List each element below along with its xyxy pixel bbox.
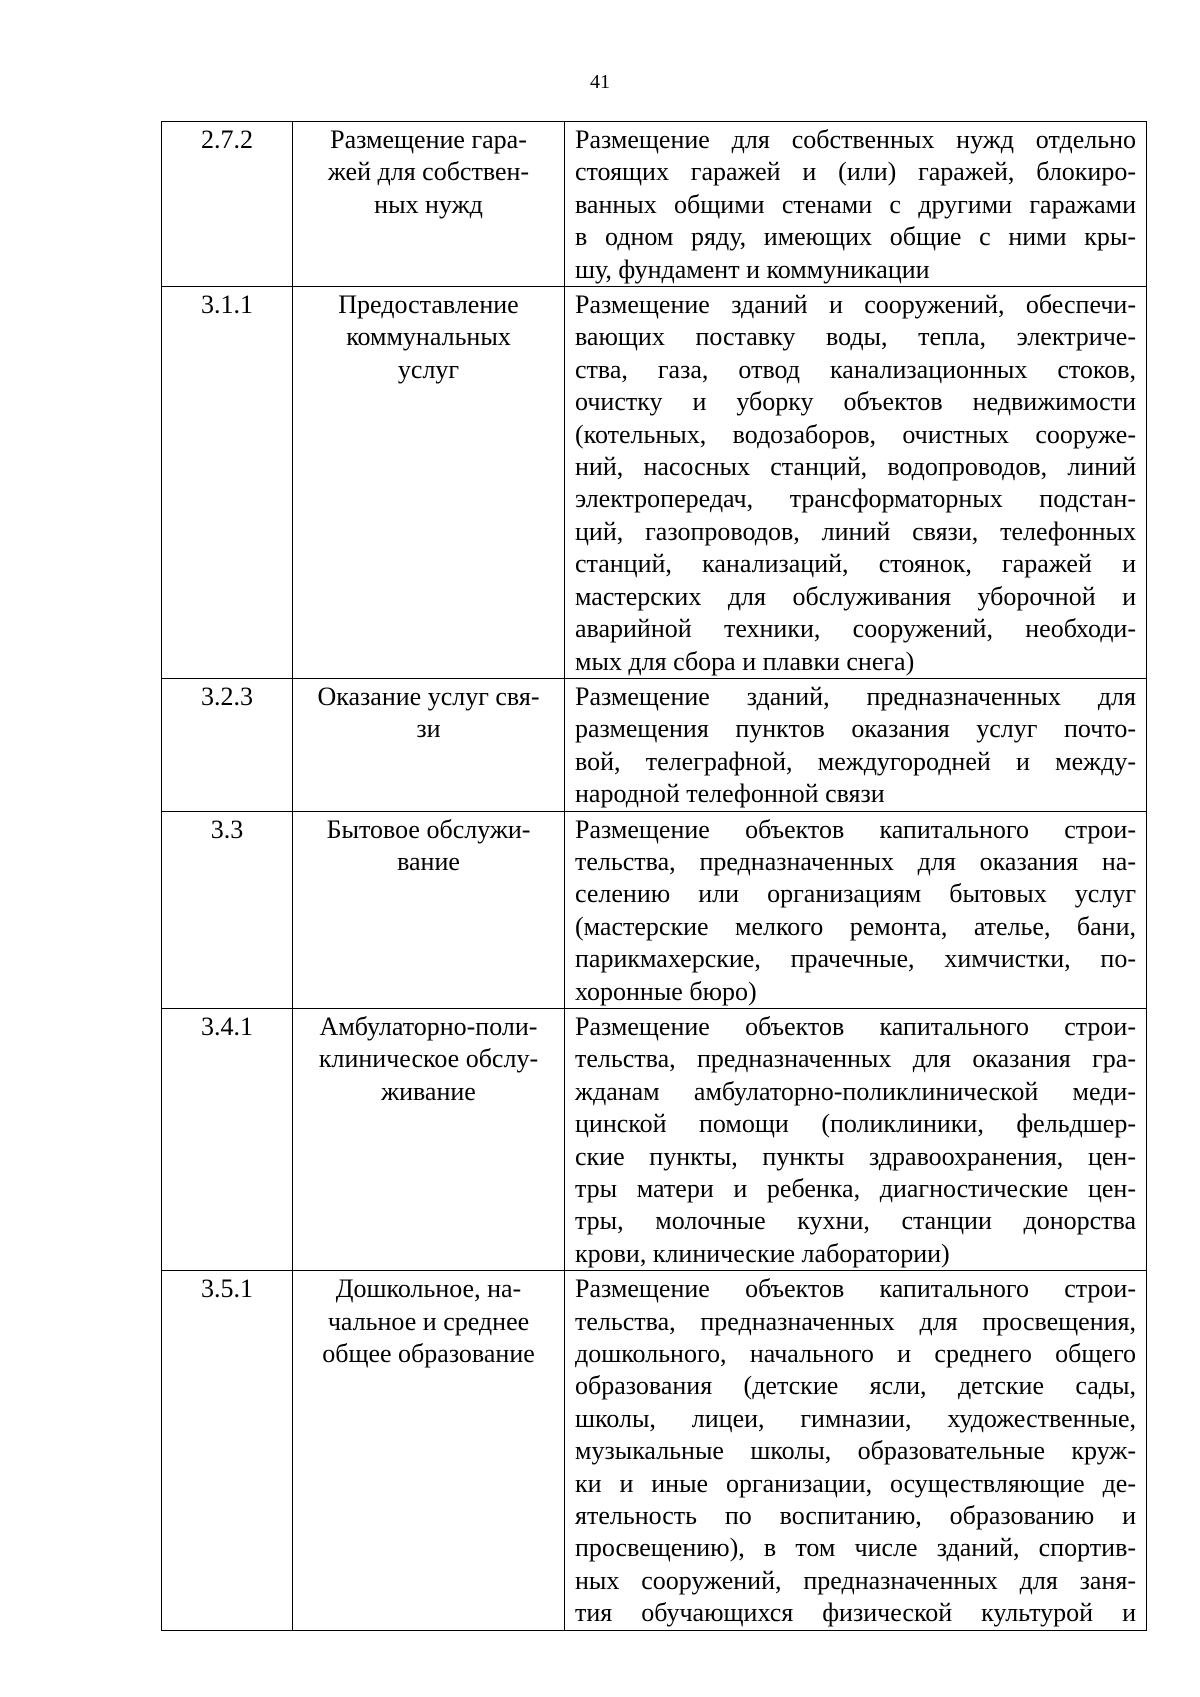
row-use-name	[293, 1008, 565, 1270]
description-line: тры, молочные кухни, станции донорства	[575, 1206, 1136, 1236]
row-code: 3.2.3	[162, 678, 293, 811]
row-code: 3.4.1	[162, 1008, 293, 1270]
row-use-name	[293, 1271, 565, 1630]
use-name-line: Бытовое обслужи-	[326, 814, 531, 844]
description-line: (котельных, водозаборов, очистных сооруже-	[575, 419, 1136, 449]
description-line: (мастерские мелкого ремонта, ателье, бани,	[575, 911, 1136, 941]
row-use-name	[293, 287, 565, 679]
description-line: хоронные бюро)	[575, 976, 757, 1006]
description-line: Размещение зданий и сооружений, обеспечи-	[575, 290, 1136, 320]
row-use-name	[293, 811, 565, 1008]
description-line: Размещение объектов капитального строи-	[575, 1011, 1136, 1041]
description-line: очистку и уборку объектов недвижимости	[575, 387, 1136, 417]
description-line: Размещение зданий, предназначенных для	[575, 681, 1136, 711]
row-code: 3.1.1	[162, 287, 293, 679]
description-line: тельства, предназначенных для оказания гра-	[575, 1044, 1136, 1074]
row-code: 3.3	[162, 811, 293, 1008]
description-line: ванных общими стенами с другими гаражами	[575, 189, 1136, 219]
description-line: Размещение для собственных нужд отдельно	[575, 125, 1136, 154]
table-body	[162, 122, 1147, 1631]
use-name-line: клиническое обслу-	[318, 1044, 539, 1074]
table-row	[162, 287, 1147, 679]
table-row	[162, 1008, 1147, 1270]
description-line: музыкальные школы, образовательные круж-	[575, 1436, 1136, 1466]
land-use-table	[161, 121, 1147, 1631]
row-code: 3.5.1	[162, 1271, 293, 1630]
description-line: шу, фундамент и коммуникации	[575, 254, 930, 284]
description-line: тры матери и ребенка, диагностические цен-	[575, 1174, 1136, 1203]
row-use-name	[293, 122, 565, 287]
description-line: крови, клинические лаборатории)	[575, 1238, 950, 1268]
use-name-line: ных нужд	[374, 189, 483, 219]
use-name-line: Размещение гара-	[330, 125, 527, 154]
use-name-line: вание	[397, 846, 460, 876]
use-name-line: живание	[381, 1076, 476, 1106]
description-line: ки и иные организации, осуществляющие де-	[575, 1468, 1136, 1498]
row-description	[565, 1008, 1147, 1270]
description-line: тия обучающихся физической культурой и	[575, 1598, 1136, 1628]
description-line: электропередач, трансформаторных подстан-	[575, 484, 1136, 514]
description-line: парикмахерские, прачечные, химчистки, по-	[575, 944, 1136, 974]
use-name-line: общее образование	[322, 1339, 535, 1369]
description-line: цинской помощи (поликлиники, фельдшер-	[575, 1109, 1136, 1139]
description-line: ятельность по воспитанию, образованию и	[575, 1501, 1136, 1531]
use-name-line: Оказание услуг свя-	[317, 681, 540, 711]
description-line: стоящих гаражей и (или) гаражей, блокиро-	[575, 157, 1136, 187]
use-name-line: чальное и среднее	[327, 1306, 530, 1336]
description-line: вой, телеграфной, междугородней и между-	[575, 746, 1136, 776]
row-code: 2.7.2	[162, 122, 293, 287]
use-name-line: зи	[416, 714, 441, 744]
row-use-name	[293, 678, 565, 811]
description-line: просвещению), в том числе зданий, спортив-	[575, 1533, 1136, 1563]
table-row	[162, 678, 1147, 811]
description-line: ных сооружений, предназначенных для заня-	[575, 1565, 1136, 1595]
row-description	[565, 1271, 1147, 1630]
description-line: станций, канализаций, стоянок, гаражей и	[575, 549, 1136, 579]
use-name-line: коммунальных	[346, 322, 511, 352]
table-row	[162, 122, 1147, 287]
row-description	[565, 287, 1147, 679]
description-line: Размещение объектов капитального строи-	[575, 1274, 1136, 1304]
description-line: тельства, предназначенных для просвещения,	[575, 1306, 1136, 1336]
description-line: жданам амбулаторно-поликлинической меди-	[575, 1076, 1136, 1106]
description-line: аварийной техники, сооружений, необходи-	[575, 614, 1136, 644]
row-description	[565, 122, 1147, 287]
description-line: в одном ряду, имеющих общие с ними кры-	[575, 222, 1136, 252]
description-line: размещения пунктов оказания услуг почто-	[575, 714, 1136, 744]
description-line: тельства, предназначенных для оказания на-	[575, 846, 1136, 876]
description-line: ские пункты, пункты здравоохранения, цен-	[575, 1141, 1136, 1171]
description-line: ций, газопроводов, линий связи, телефонных	[575, 516, 1136, 546]
use-name-line: жей для собствен-	[327, 157, 530, 187]
description-line: дошкольного, начального и среднего общего	[575, 1339, 1136, 1369]
description-line: мых для сбора и плавки снега)	[575, 646, 915, 676]
row-description	[565, 811, 1147, 1008]
table-row	[162, 1271, 1147, 1630]
row-description	[565, 678, 1147, 811]
description-line: мастерских для обслуживания уборочной и	[575, 581, 1136, 611]
description-line: Размещение объектов капитального строи-	[575, 814, 1136, 844]
description-line: вающих поставку воды, тепла, электриче-	[575, 322, 1136, 352]
description-line: селению или организациям бытовых услуг	[575, 879, 1136, 909]
description-line: ства, газа, отвод канализационных стоков,	[575, 354, 1136, 384]
page-number: 41	[590, 71, 610, 93]
use-name-line: услуг	[397, 354, 460, 384]
table-row	[162, 811, 1147, 1008]
description-line: ний, насосных станций, водопроводов, линий	[575, 452, 1136, 482]
description-line: школы, лицеи, гимназии, художественные,	[575, 1403, 1136, 1433]
description-line: образования (детские ясли, детские сады,	[575, 1371, 1136, 1401]
description-line: народной телефонной связи	[575, 779, 885, 809]
use-name-line: Предоставление	[338, 290, 519, 320]
use-name-line: Амбулаторно-поли-	[319, 1011, 538, 1041]
use-name-line: Дошкольное, на-	[335, 1274, 522, 1304]
